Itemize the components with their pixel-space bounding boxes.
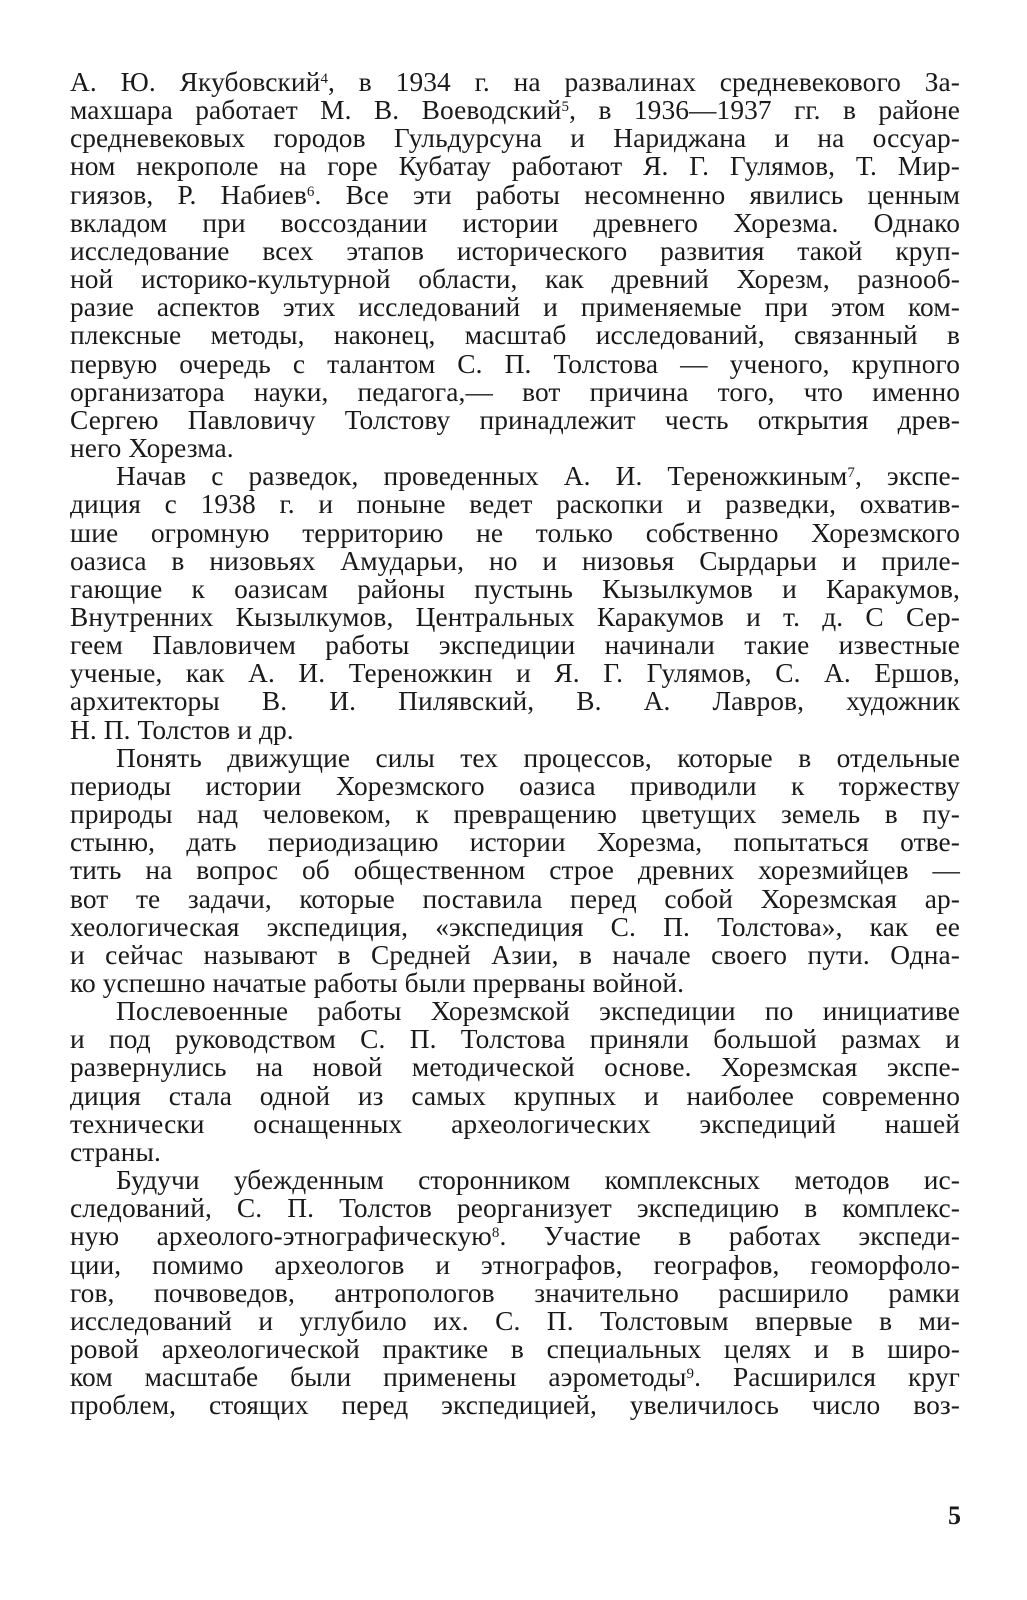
text-line: развернулись на новой методической основе. Хорезмская экспе- xyxy=(70,1052,960,1083)
text-line: ровой археологической практике в специальных целях и в широ- xyxy=(70,1334,960,1365)
text-line: гиязов, Р. Набиев$^6$. Все эти работы несомненно явились ценным xyxy=(70,179,961,210)
text-line: ном некрополе на горе Кубатау работают Я. Г. Гулямов, Т. Мир- xyxy=(70,151,960,182)
text-line: проблем, стоящих перед экспедицией, увеличилось число воз- xyxy=(70,1390,960,1421)
text-line: средневековых городов Гульдурсуна и Нариджана и на оссуар- xyxy=(70,123,960,154)
text-line: и сейчас называют в Средней Азии, в начале своего пути. Одна- xyxy=(70,939,960,970)
text-line: оазиса в низовьях Амударьи, но и низовья Сырдарьи и приле- xyxy=(70,545,960,576)
paragraph xyxy=(70,997,960,1166)
text-line: Сергею Павловичу Толстову принадлежит честь открытия древ- xyxy=(70,404,960,435)
text-line: ной историко-культурной области, как древний Хорезм, разнооб- xyxy=(70,264,960,295)
text-line: ком масштабе были применены аэрометоды$^9$. Расширился круг xyxy=(70,1362,960,1393)
text-line: исследование всех этапов исторического развития такой круп- xyxy=(70,235,960,266)
text-line: гающие к оазисам районы пустынь Кызылкумов и Каракумов, xyxy=(70,573,960,604)
text-line: гов, почвоведов, антропологов значительно расширило рамки xyxy=(70,1277,960,1308)
text-line: шие огромную территорию не только собственно Хорезмского xyxy=(70,517,960,548)
text-line: Будучи убежденным сторонником комплексных методов ис- xyxy=(116,1165,960,1196)
paragraph xyxy=(70,462,960,744)
text-line: разие аспектов этих исследований и применяемые при этом ком- xyxy=(70,292,960,323)
text-line: стыню, дать периодизацию истории Хорезма, попытаться отве- xyxy=(70,827,960,858)
text-line: махшара работает М. В. Воеводский$^5$, в 1936—1937 гг. в районе xyxy=(70,95,961,126)
text-line: ученые, как А. И. Тереножкин и Я. Г. Гулямов, С. А. Ершов, xyxy=(70,658,960,689)
text-line: Понять движущие силы тех процессов, которые в отдельные xyxy=(116,742,960,773)
text-line: диция стала одной из самых крупных и наиболее современно xyxy=(70,1080,960,1111)
text-line: диция с 1938 г. и поныне ведет раскопки и разведки, охватив- xyxy=(70,489,960,520)
text-line: исследований и углубило их. С. П. Толстовым впервые в ми- xyxy=(70,1305,960,1336)
text-line: тить на вопрос об общественном строе древних хорезмийцев — xyxy=(70,855,960,886)
text-line: Начав с разведок, проведенных А. И. Тереножкиным$^7$, экспе- xyxy=(116,461,961,492)
text-line: природы над человеком, к превращению цветущих земель в пу- xyxy=(70,799,960,830)
text-line: него Хорезма. xyxy=(70,433,234,464)
page-number: 5 xyxy=(948,1501,961,1530)
text-line: Внутренних Кызылкумов, Центральных Каракумов и т. д. С Сер- xyxy=(70,601,960,632)
text-line: вкладом при воссоздании истории древнего Хорезма. Однако xyxy=(70,207,960,238)
paragraph xyxy=(70,68,960,462)
text-line: ции, помимо археологов и этнографов, географов, геоморфоло- xyxy=(70,1249,960,1280)
text-line: страны. xyxy=(70,1136,161,1167)
text-line: организатора науки, педагога,— вот причина того, что именно xyxy=(70,376,960,407)
text-line: первую очередь с талантом С. П. Толстова — ученого, крупного xyxy=(70,348,960,379)
text-line: вот те задачи, которые поставила перед собой Хорезмская ар- xyxy=(70,883,960,914)
text-line: Н. П. Толстов и др. xyxy=(70,714,294,745)
text-line: следований, С. П. Толстов реорганизует экспедицию в комплекс- xyxy=(70,1193,960,1224)
text-line: технически оснащенных археологических экспедиций нашей xyxy=(70,1108,960,1139)
text-line: ко успешно начатые работы были прерваны войной. xyxy=(70,968,685,998)
text-line: и под руководством С. П. Толстова приняли большой размах и xyxy=(70,1024,960,1055)
document-body xyxy=(70,68,960,1420)
text-line: ную археолого-этнографическую$^8$. Участие в работах экспеди- xyxy=(70,1221,960,1252)
text-line: Послевоенные работы Хорезмской экспедиции по инициативе xyxy=(116,996,960,1027)
paragraph xyxy=(70,744,960,997)
text-line: периоды истории Хорезмского оазиса приводили к торжеству xyxy=(70,770,960,801)
text-line: плексные методы, наконец, масштаб исследований, связанный в xyxy=(70,320,960,351)
text-line: хеологическая экспедиция, «экспедиция С. П. Толстова», как ее xyxy=(70,911,960,942)
text-line: архитекторы В. И. Пилявский, В. А. Лавров, художник xyxy=(70,686,960,717)
text-line: А. Ю. Якубовский$^4$, в 1934 г. на развалинах средневекового За- xyxy=(70,67,961,97)
paragraph xyxy=(70,1166,960,1419)
text-line: геем Павловичем работы экспедиции начинали такие известные xyxy=(70,630,960,661)
